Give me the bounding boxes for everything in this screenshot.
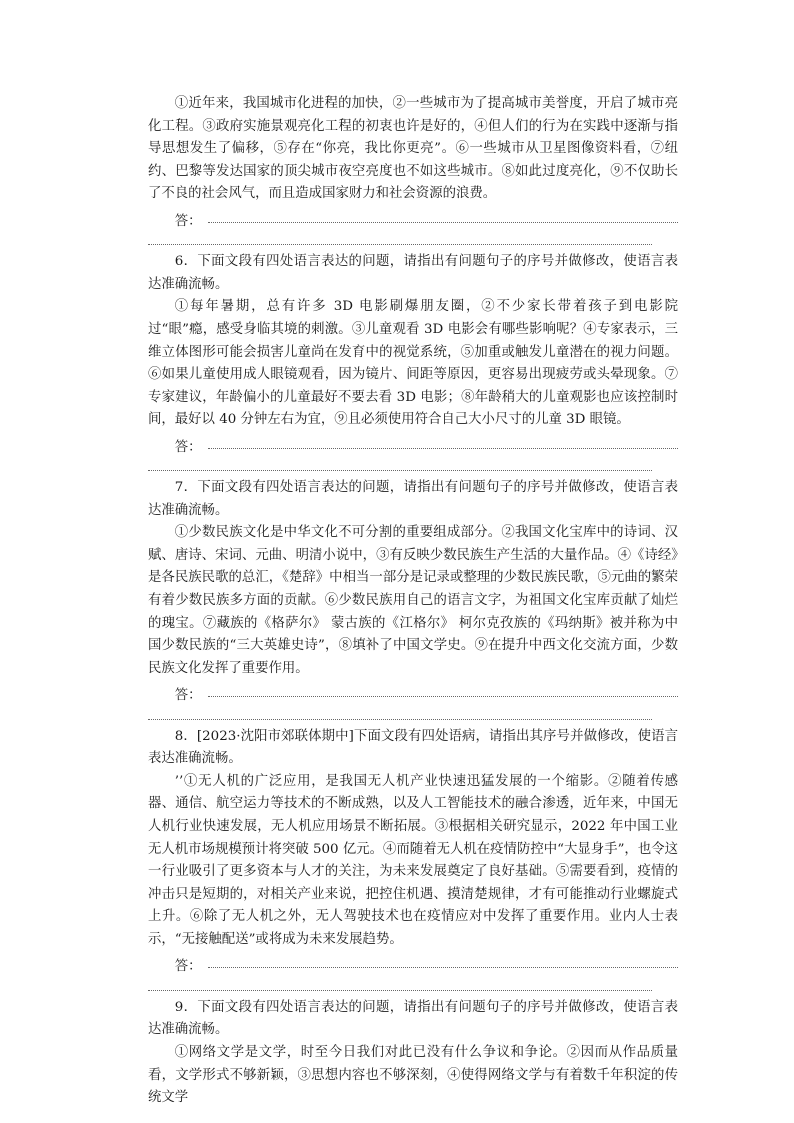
- answer-line[interactable]: [148, 718, 652, 720]
- q7-answer-area[interactable]: [148, 680, 678, 725]
- answer-line[interactable]: [148, 989, 652, 991]
- q8-passage: ’’①无人机的广泛应用，是我国无人机产业快速迅猛发展的一个缩影。②随着传感器、通信、航空运力等技术的不断成熟，以及人工智能技术的融合渗透，近年来，中国无人机行业快速发展，无人机应用场景不断拓展。③根据相关研究显示，2022 年中国工业无人机市场规模预计将突破 500 亿元。④而随着无人机在疫情防控中“大显身手”，也令这一行业吸引了更多资本与人才的关注，为未来发展奠定了良好基础。⑤需要看到，疫情的冲击只是短期的，对相关产业来说，把控住机遇、摸清楚规律，才有可能推动行业螺旋式上升。⑥除了无人机之外，无人驾驶技术也在疫情应对中发挥了重要作用。业内人士表示，“无接触配送”或将成为未来发展趋势。: [148, 773, 678, 947]
- answer-line[interactable]: [148, 469, 652, 471]
- answer-label: 答：: [174, 959, 202, 975]
- q5-answer-area[interactable]: [148, 206, 678, 251]
- q7-prompt: 7．下面文段有四处语言表达的问题，请指出有问题句子的序号并做修改，使语言表达准确流畅。: [148, 480, 678, 518]
- answer-line[interactable]: [208, 221, 678, 223]
- answer-label: 答：: [174, 213, 202, 229]
- q5-passage: ①近年来，我国城市化进程的加快，②一些城市为了提高城市美誉度，开启了城市亮化工程。③政府实施景观亮化工程的初衷也许是好的，④但人们的行为在实践中逐渐与指导思想发生了偏移，⑤存在“你亮，我比你更亮”。⑥一些城市从卫星图像资料看，⑦纽约、巴黎等发达国家的顶尖城市夜空亮度也不如这些城市。⑧如此过度亮化，⑨不仅助长了不良的社会风气，而且造成国家财力和社会资源的浪费。: [148, 96, 678, 202]
- q9-passage: ①网络文学是文学，时至今日我们对此已没有什么争议和争论。②因而从作品质量看，文学形式不够新颖，③思想内容也不够深刻，④使得网络文学与有着数千年积淀的传统文学: [148, 1044, 678, 1106]
- worksheet-page: [148, 93, 678, 1110]
- q8-prompt: 8．[2023·沈阳市郊联体期中]下面文段有四处语病，请指出其序号并做修改，使语言表达准确流畅。: [148, 728, 678, 767]
- q6-passage: ①每年暑期，总有许多 3D 电影刷爆朋友圈，②不少家长带着孩子到电影院过“眼”瘾，感受身临其境的刺激。③儿童观看 3D 电影会有哪些影响呢？④专家表示，三维立体图形可能会损害儿童尚在发育中的视觉系统，⑤加重或触发儿童潜在的视力问题。⑥如果儿童使用成人眼镜观看，因为镜片、间距等原因，更容易出现疲劳或头晕现象。⑦专家建议，年龄偏小的儿童最好不要去看 3D 电影；⑧年龄稍大的儿童观影也应该控制时间，最好以 40 分钟左右为宜，⑨且必须使用符合自己大小尺寸的儿童 3D 眼镜。: [148, 299, 678, 428]
- answer-line[interactable]: [208, 966, 678, 968]
- q6-prompt: 6．下面文段有四处语言表达的问题，请指出有问题句子的序号并做修改，使语言表达准确流畅。: [148, 254, 678, 292]
- q6-answer-area[interactable]: [148, 432, 678, 477]
- answer-label: 答：: [174, 439, 202, 455]
- answer-line[interactable]: [148, 243, 652, 245]
- answer-line[interactable]: [208, 695, 678, 697]
- q8-answer-area[interactable]: [148, 952, 678, 997]
- q9-prompt: 9．下面文段有四处语言表达的问题，请指出有问题句子的序号并做修改，使语言表达准确流畅。: [148, 999, 678, 1038]
- q7-passage: ①少数民族文化是中华文化不可分割的重要组成部分。②我国文化宝库中的诗词、汉赋、唐诗、宋词、元曲、明清小说中，③有反映少数民族生产生活的大量作品。④《诗经》是各民族民歌的总汇，《楚辞》中相当一部分是记录或整理的少数民族民歌，⑤元曲的繁荣有着少数民族多方面的贡献。⑥少数民族用自己的语言文字，为祖国文化宝库贡献了灿烂的瑰宝。⑦藏族的《格萨尔》 蒙古族的《江格尔》 柯尔克孜族的《玛纳斯》被并称为中国少数民族的“三大英雄史诗”，⑧填补了中国文学史。⑨在提升中西文化交流方面，少数民族文化发挥了重要作用。: [148, 525, 678, 676]
- answer-label: 答：: [174, 688, 202, 704]
- answer-line[interactable]: [208, 447, 678, 449]
